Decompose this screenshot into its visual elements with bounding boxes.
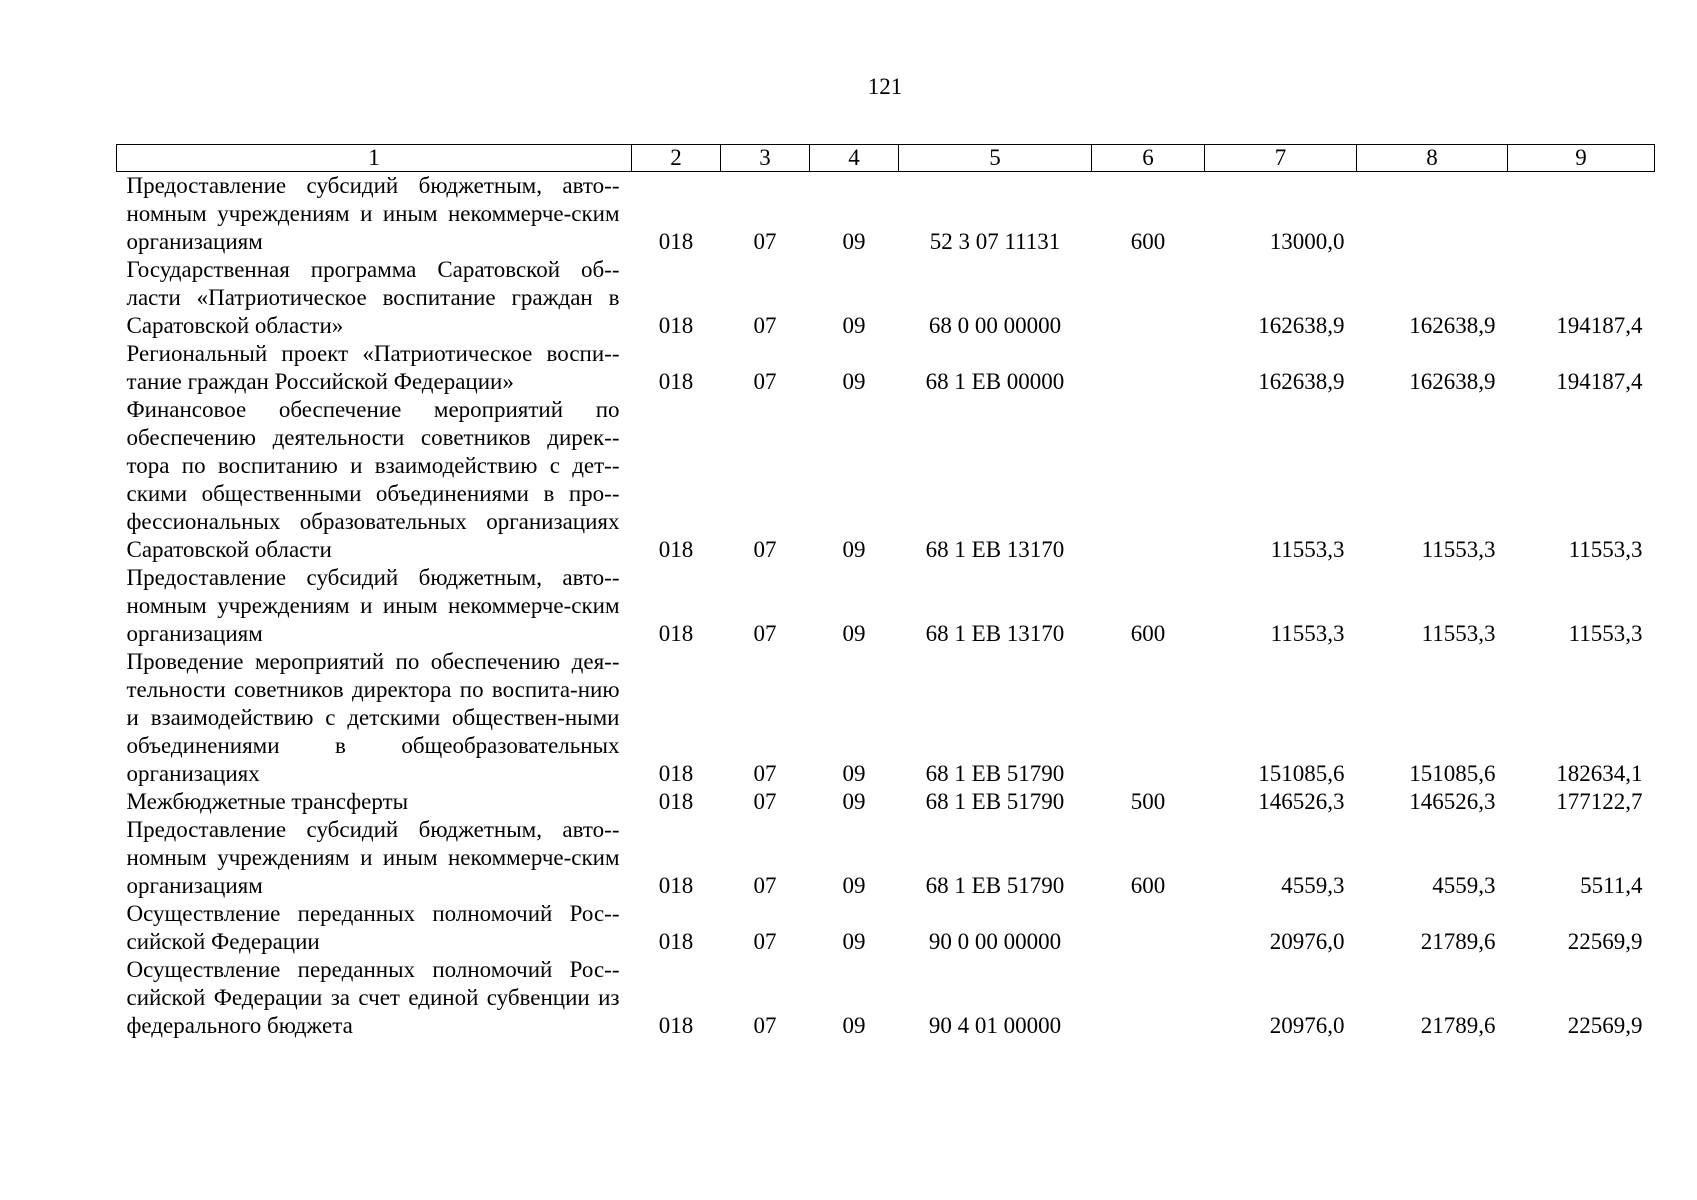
- subsection-code-cell: 09: [842, 873, 866, 898]
- target-article-cell: 90 4 01 00000: [928, 1013, 1062, 1038]
- section-code-cell: 07: [753, 537, 777, 562]
- subsection-code-cell: 09: [842, 761, 866, 786]
- section-code-cell: 07: [753, 229, 777, 254]
- budget-table: [116, 144, 1655, 1040]
- target-article-cell: 68 1 EB 00000: [925, 369, 1065, 394]
- row-name-cell: Финансовое обеспечение мероприятий по обеспечению деятельности советников дирек-тора по воспитанию и взаимодействию с дет-скими общественными объединениями в про-фессиональных образовательных организациях Саратовской области: [126, 397, 620, 562]
- budget-table-container: [116, 144, 1654, 1040]
- subsection-code-cell: 09: [842, 621, 866, 646]
- gr-code-cell: 018: [658, 873, 694, 898]
- target-article-cell: 68 0 00 00000: [928, 313, 1062, 338]
- page-number: 121: [867, 74, 903, 99]
- gr-code-cell: 018: [658, 537, 694, 562]
- subsection-code-cell: 09: [842, 1013, 866, 1038]
- section-code-cell: 07: [753, 761, 777, 786]
- table-row: [117, 816, 1655, 900]
- gr-code-cell: 018: [658, 229, 694, 254]
- amount-col7-cell: 151085,6: [1258, 761, 1345, 786]
- expense-type-cell: 600: [1130, 873, 1166, 898]
- amount-col8-cell: 21789,6: [1420, 929, 1496, 954]
- expense-type-cell: [1092, 648, 1205, 788]
- row-name-cell: Предоставление субсидий бюджетным, авто-номным учреждениям и иным некоммерче-ским организациям: [126, 817, 620, 898]
- row-name-cell: Предоставление субсидий бюджетным, авто-номным учреждениям и иным некоммерче-ским организациям: [126, 173, 620, 254]
- table-row: [117, 172, 1655, 257]
- amount-col9-cell: 182634,1: [1556, 761, 1643, 786]
- amount-col9-cell: 194187,4: [1556, 369, 1643, 394]
- gr-code-cell: 018: [658, 1013, 694, 1038]
- amount-col7-cell: 11553,3: [1270, 537, 1345, 562]
- amount-col7-cell: 11553,3: [1270, 621, 1345, 646]
- table-row: [117, 648, 1655, 788]
- amount-col8-cell: [1357, 172, 1508, 257]
- amount-col9-cell: 11553,3: [1568, 537, 1643, 562]
- row-name-cell: Региональный проект «Патриотическое воспи-тание граждан Российской Федерации»: [126, 341, 620, 394]
- subsection-code-cell: 09: [842, 229, 866, 254]
- amount-col9-cell: 22569,9: [1567, 1013, 1643, 1038]
- section-code-cell: 07: [753, 313, 777, 338]
- row-name-cell: Предоставление субсидий бюджетным, авто-номным учреждениям и иным некоммерче-ским организациям: [126, 565, 620, 646]
- table-row: [117, 256, 1655, 340]
- amount-col8-cell: 11553,3: [1421, 621, 1496, 646]
- column-header-4: 4: [810, 145, 899, 172]
- section-code-cell: 07: [753, 789, 777, 814]
- target-article-cell: 52 3 07 11131: [929, 229, 1061, 254]
- amount-col8-cell: 4559,3: [1432, 873, 1496, 898]
- subsection-code-cell: 09: [842, 537, 866, 562]
- section-code-cell: 07: [753, 929, 777, 954]
- header-row: [117, 145, 1655, 172]
- amount-col8-cell: 21789,6: [1420, 1013, 1496, 1038]
- subsection-code-cell: 09: [842, 369, 866, 394]
- expense-type-cell: 600: [1130, 229, 1166, 254]
- target-article-cell: 68 1 EB 13170: [925, 537, 1065, 562]
- row-name-cell: Проведение мероприятий по обеспечению дея-тельности советников директора по воспита-нию и взаимодействию с детскими обществен-ными объединениями в общеобразовательных организациях: [126, 649, 620, 786]
- section-code-cell: 07: [753, 369, 777, 394]
- expense-type-cell: [1092, 900, 1205, 956]
- expense-type-cell: [1092, 956, 1205, 1040]
- gr-code-cell: 018: [658, 929, 694, 954]
- section-code-cell: 07: [753, 621, 777, 646]
- subsection-code-cell: 09: [842, 789, 866, 814]
- expense-type-cell: [1092, 256, 1205, 340]
- table-row: [117, 900, 1655, 956]
- gr-code-cell: 018: [658, 313, 694, 338]
- row-name-cell: Осуществление переданных полномочий Рос-сийской Федерации за счет единой субвенции из федерального бюджета: [126, 957, 620, 1038]
- column-header-1: 1: [117, 145, 632, 172]
- column-header-7: 7: [1205, 145, 1357, 172]
- amount-col7-cell: 146526,3: [1258, 789, 1345, 814]
- section-code-cell: 07: [753, 1013, 777, 1038]
- column-header-2: 2: [632, 145, 721, 172]
- column-header-6: 6: [1092, 145, 1205, 172]
- amount-col8-cell: 162638,9: [1409, 313, 1496, 338]
- table-row: [117, 396, 1655, 564]
- amount-col7-cell: 13000,0: [1269, 229, 1345, 254]
- amount-col7-cell: 20976,0: [1269, 929, 1345, 954]
- amount-col7-cell: 162638,9: [1258, 313, 1345, 338]
- amount-col7-cell: 20976,0: [1269, 1013, 1345, 1038]
- amount-col8-cell: 162638,9: [1409, 369, 1496, 394]
- amount-col9-cell: 194187,4: [1556, 313, 1643, 338]
- amount-col9-cell: 22569,9: [1567, 929, 1643, 954]
- amount-col9-cell: [1508, 172, 1655, 257]
- gr-code-cell: 018: [658, 789, 694, 814]
- expense-type-cell: [1092, 396, 1205, 564]
- amount-col8-cell: 151085,6: [1409, 761, 1496, 786]
- column-header-8: 8: [1357, 145, 1508, 172]
- target-article-cell: 68 1 EB 51790: [925, 789, 1065, 814]
- table-row: [117, 956, 1655, 1040]
- target-article-cell: 68 1 EB 51790: [925, 761, 1065, 786]
- column-header-5: 5: [899, 145, 1092, 172]
- gr-code-cell: 018: [658, 369, 694, 394]
- subsection-code-cell: 09: [842, 313, 866, 338]
- row-name-cell: Государственная программа Саратовской об-ласти «Патриотическое воспитание граждан в Саратовской области»: [126, 257, 620, 338]
- amount-col7-cell: 4559,3: [1281, 873, 1345, 898]
- amount-col8-cell: 11553,3: [1421, 537, 1496, 562]
- row-name-cell: Осуществление переданных полномочий Рос-сийской Федерации: [126, 901, 620, 954]
- target-article-cell: 90 0 00 00000: [928, 929, 1062, 954]
- gr-code-cell: 018: [658, 621, 694, 646]
- table-body: [117, 172, 1655, 1041]
- table-row: [117, 564, 1655, 648]
- amount-col9-cell: 11553,3: [1568, 621, 1643, 646]
- row-name-cell: Межбюджетные трансферты: [126, 789, 409, 814]
- gr-code-cell: 018: [658, 761, 694, 786]
- subsection-code-cell: 09: [842, 929, 866, 954]
- column-header-3: 3: [721, 145, 810, 172]
- column-header-9: 9: [1508, 145, 1655, 172]
- target-article-cell: 68 1 EB 51790: [925, 873, 1065, 898]
- expense-type-cell: 600: [1130, 621, 1166, 646]
- amount-col8-cell: 146526,3: [1409, 789, 1496, 814]
- amount-col7-cell: 162638,9: [1258, 369, 1345, 394]
- amount-col9-cell: 5511,4: [1580, 873, 1643, 898]
- expense-type-cell: 500: [1130, 789, 1166, 814]
- section-code-cell: 07: [753, 873, 777, 898]
- table-row: [117, 788, 1655, 816]
- table-header: [117, 145, 1655, 172]
- amount-col9-cell: 177122,7: [1556, 789, 1643, 814]
- table-row: [117, 340, 1655, 396]
- target-article-cell: 68 1 EB 13170: [925, 621, 1065, 646]
- expense-type-cell: [1092, 340, 1205, 396]
